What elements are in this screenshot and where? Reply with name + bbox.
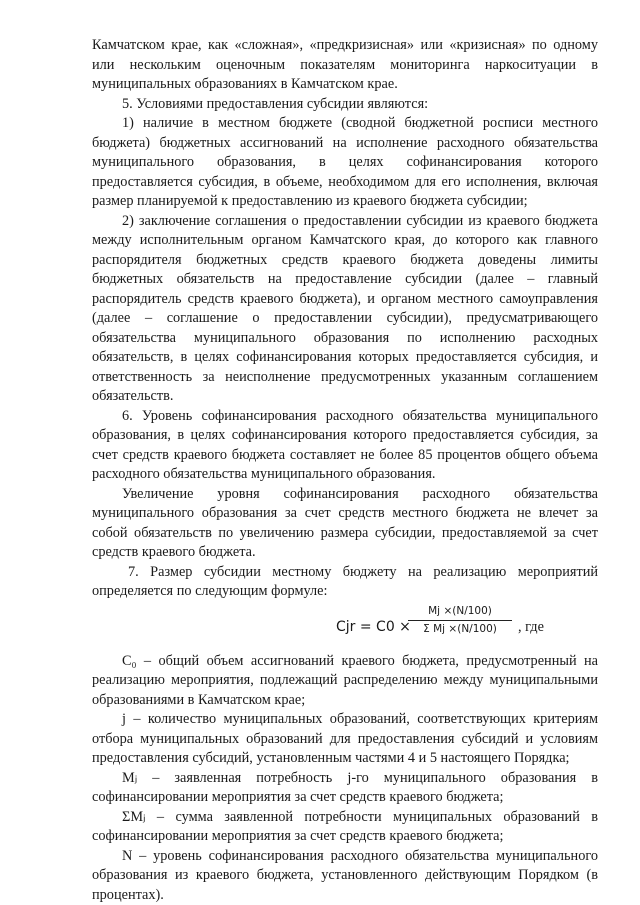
paragraph: С₀ – общий объем ассигнований краевого бюджета, предусмотренный на реализацию мероприятия, подлежащий распределению между муниципальными образованиями в Камчатском крае; [92, 652, 598, 708]
formula-tail: , где [518, 618, 544, 635]
paragraph: ΣМⱼ – сумма заявленной потребности муниципальных образований в софинансировании мероприятия за счет средств краевого бюджета; [92, 808, 598, 844]
paragraph: 5. Условиями предоставления субсидии являются: [122, 95, 429, 112]
paragraph: N – уровень софинансирования расходного обязательства муниципального образования из краевого бюджета, установленного действующим Порядком (в процентах). [92, 847, 598, 903]
formula-lhs: Cjr = C0 × [336, 618, 411, 635]
document-page [92, 36, 598, 905]
paragraph: 1) наличие в местном бюджете (сводной бюджетной росписи местного бюджета) бюджетных ассигнований на исполнение расходного обязательства муниципального образования, в целях софинансирования которого предоставляется субсидия, в объеме, необходимом для его исполнения, включая размер планируемой к предоставлению из краевого бюджета субсидии; [92, 115, 598, 209]
paragraph: j – количество муниципальных образований, соответствующих критериям отбора муниципальных образований для предоставления субсидий и условиям предоставления субсидий, установленным частями 4 и 5 настоящего Порядка; [92, 711, 598, 766]
paragraph: Увеличение уровня софинансирования расходного обязательства муниципального образования за счет средств местного бюджета не влечет за собой обязательств по увеличению размера субсидии, предоставляемой за счет средств краевого бюджета. [92, 485, 598, 560]
formula-numerator: Mj ×(N/100) [428, 604, 492, 617]
subsidy-formula [92, 604, 598, 650]
paragraph: Мⱼ – заявленная потребность j-го муниципального образования в софинансировании мероприятия за счет средств краевого бюджета; [92, 769, 598, 805]
formula-fraction [408, 604, 512, 637]
paragraph: 7. Размер субсидии местному бюджету на реализацию мероприятий определяется по следующим формуле: [92, 563, 598, 599]
paragraph: 2) заключение соглашения о предоставлении субсидии из краевого бюджета между исполнительным органом Камчатского края, до которого как главного распорядителя бюджетных средств краевого бюджета доведены лимиты бюджетных обязательств на предоставление субсидии (далее – главный распорядитель средств краевого бюджета), и органом местного самоуправления (далее – соглашение о предоставлении субсидии), предусматривающего обязательства муниципального образования по исполнению расходных обязательств, в целях софинансирования которых предоставляется субсидия, и ответственность за неисполнение предусмотренных указанным соглашением обязательств. [92, 212, 598, 404]
formula-denominator: Σ Mj ×(N/100) [423, 622, 497, 635]
fraction-bar [408, 620, 512, 621]
paragraph: 6. Уровень софинансирования расходного обязательства муниципального образования, в целях софинансирования которого предоставляется субсидия, за счет средств краевого бюджета составляет не более 85 процентов общего объема расходного обязательства муниципального образования. [92, 407, 598, 482]
paragraph: Камчатском крае, как «сложная», «предкризисная» или «кризисная» по одному или нескольким оценочным показателям мониторинга наркоситуации в муниципальных образованиях в Камчатском крае. [92, 37, 598, 92]
